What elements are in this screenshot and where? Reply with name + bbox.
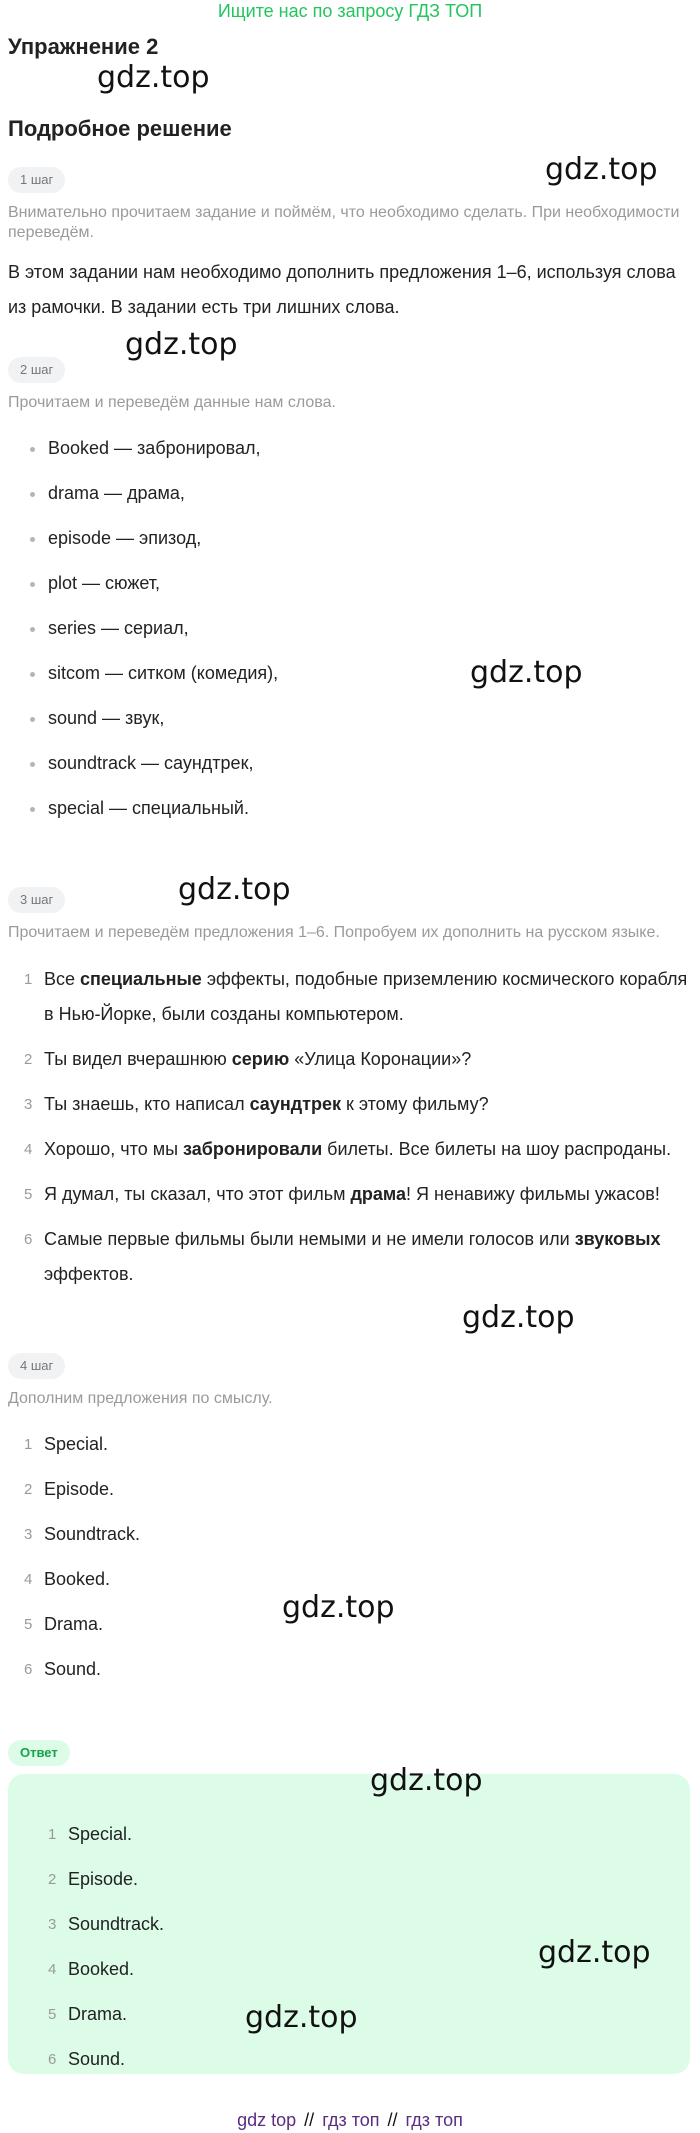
step-hint-2: Прочитаем и переведём данные нам слова.: [8, 394, 336, 411]
sentence-item: 2 Ты видел вчерашнюю серию «Улица Коронации»?: [24, 1049, 472, 1069]
sentence-item: 3 Ты знаешь, кто написал саундтрек к этому фильму?: [24, 1094, 489, 1114]
answer-item: 4 Booked.: [48, 1959, 135, 1979]
step-badge-4: 4 шаг: [8, 1353, 65, 1379]
answer-item: 1 Special.: [24, 1434, 109, 1454]
step-badge-3: 3 шаг: [8, 887, 65, 913]
answer-badge: Ответ: [8, 1740, 70, 1766]
word-item: Booked — забронировал,: [30, 431, 278, 476]
answer-item: 5 Drama.: [24, 1614, 104, 1634]
word-item: drama — драма,: [30, 476, 278, 521]
step-badge-1: 1 шаг: [8, 167, 65, 193]
word-item: episode — эпизод,: [30, 521, 278, 566]
answer-item: 4 Booked.: [24, 1569, 111, 1589]
watermark: gdz.top: [245, 2000, 358, 2035]
footer-separator: //: [304, 2110, 315, 2130]
watermark: gdz.top: [470, 655, 583, 690]
step-hint-1: Внимательно прочитаем задание и поймём, что необходимо сделать. При необходимости переведём.: [8, 204, 680, 241]
watermark: gdz.top: [370, 1763, 483, 1798]
answer-item: 5 Drama.: [48, 2004, 128, 2024]
answer-item: 1 Special.: [48, 1824, 133, 1844]
footer-link-gdz-top-ru[interactable]: гдз топ: [322, 2110, 380, 2130]
word-item: sitcom — ситком (комедия),: [30, 656, 278, 701]
solution-title: Подробное решение: [8, 116, 232, 141]
step4-answer-list: [8, 1427, 688, 1697]
answer-item: 2 Episode.: [24, 1479, 115, 1499]
search-banner[interactable]: Ищите нас по запросу ГДЗ ТОП: [217, 1, 483, 21]
word-item: sound — звук,: [30, 701, 278, 746]
sentence-item: 5 Я думал, ты сказал, что этот фильм драма! Я ненавижу фильмы ужасов!: [24, 1184, 660, 1204]
answer-item: 3 Soundtrack.: [24, 1524, 141, 1544]
sentence-item: 1 Все специальные эффекты, подобные приземлению космического корабля в Нью-Йорке, были созданы компьютером.: [24, 969, 688, 1024]
word-item: special — специальный.: [30, 791, 278, 836]
word-item: soundtrack — саундтрек,: [30, 746, 278, 791]
watermark: gdz.top: [178, 872, 291, 907]
word-item: plot — сюжет,: [30, 566, 278, 611]
answer-item: 2 Episode.: [48, 1869, 139, 1889]
watermark: gdz.top: [462, 1300, 575, 1335]
footer-separator: //: [387, 2110, 398, 2130]
sentence-item: 6 Самые первые фильмы были немыми и не имели голосов или звуковых эффектов.: [24, 1229, 661, 1284]
footer-links: [0, 2108, 700, 2132]
sentence-list: [8, 962, 688, 1302]
word-item: series — сериал,: [30, 611, 278, 656]
sentence-item: 4 Хорошо, что мы забронировали билеты. Все билеты на шоу распроданы.: [24, 1139, 672, 1159]
exercise-title: Упражнение 2: [8, 34, 159, 59]
word-list: [30, 431, 278, 836]
step-hint-4: Дополним предложения по смыслу.: [8, 1390, 273, 1407]
watermark: gdz.top: [97, 60, 210, 95]
footer-link-gdz-top-ru-2[interactable]: гдз топ: [405, 2110, 463, 2130]
step-hint-3: Прочитаем и переведём предложения 1–6. Попробуем их дополнить на русском языке.: [8, 924, 660, 941]
watermark: gdz.top: [545, 152, 658, 187]
watermark: gdz.top: [282, 1590, 395, 1625]
answer-item: 3 Soundtrack.: [48, 1914, 165, 1934]
step-badge-2: 2 шаг: [8, 357, 65, 383]
step-text-1: В этом задании нам необходимо дополнить предложения 1–6, используя слова из рамочки. В задании есть три лишних слова.: [8, 262, 676, 317]
answer-item: 6 Sound.: [24, 1659, 102, 1679]
watermark: gdz.top: [538, 1935, 651, 1970]
answer-item: 6 Sound.: [48, 2049, 126, 2069]
footer-link-gdz-top[interactable]: gdz top: [237, 2110, 297, 2130]
watermark: gdz.top: [125, 327, 238, 362]
